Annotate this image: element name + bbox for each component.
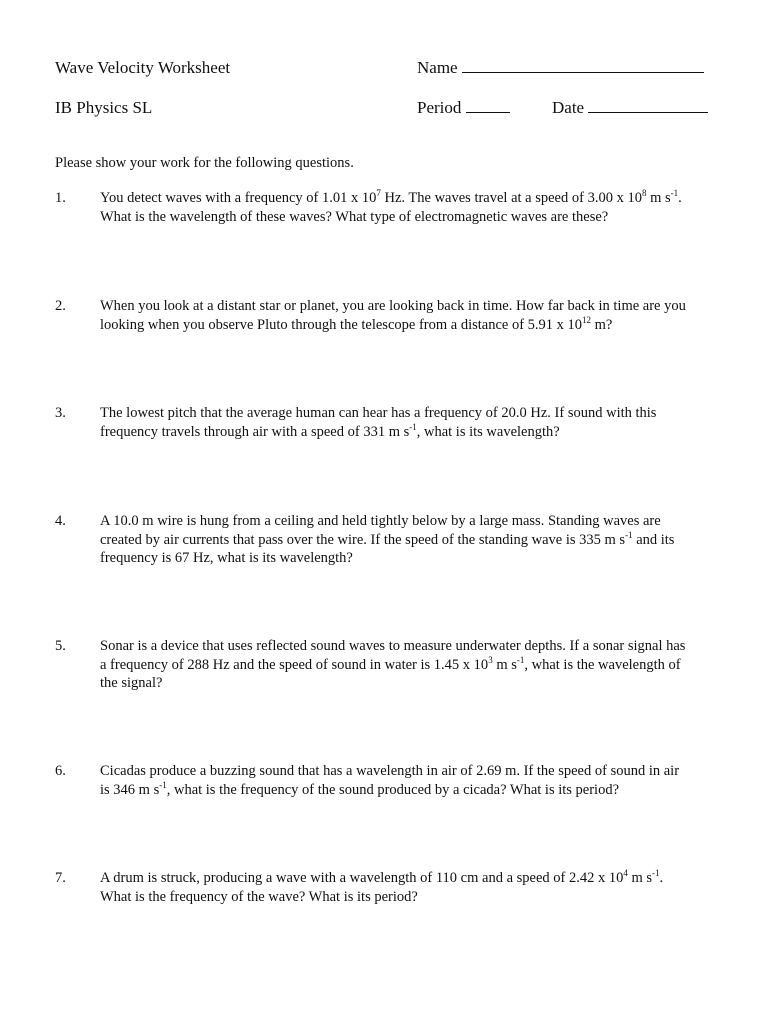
text-segment: and its: [632, 531, 675, 548]
question-text-line: [100, 531, 725, 550]
question-text: [100, 637, 725, 693]
question-text-line: [100, 189, 725, 208]
text-segment: , what is its wavelength?: [416, 423, 560, 440]
question-text: [100, 189, 725, 226]
question-text: [100, 512, 725, 568]
exponent: 8: [641, 188, 647, 199]
text-segment: , what is the wavelength of: [524, 656, 681, 673]
exponent: -1: [670, 188, 679, 199]
text-segment: .: [659, 870, 664, 886]
text-segment: The lowest pitch that the average human can hear has a frequency of 20.0 Hz. If sound with this: [100, 405, 657, 421]
course-title: IB Physics SL: [55, 98, 153, 117]
text-segment: .: [678, 190, 682, 206]
question-text-line: [100, 888, 725, 907]
text-segment: You detect waves with a frequency of 1.01 x 10: [100, 190, 377, 206]
text-segment: What is the wavelength of these waves? What type of electromagnetic waves are these?: [100, 208, 609, 225]
name-label: Name: [417, 58, 458, 77]
question-text-line: [100, 762, 725, 781]
question-number: 4.: [55, 513, 66, 529]
exponent: -1: [159, 779, 167, 790]
worksheet-title: Wave Velocity Worksheet: [55, 58, 231, 77]
question-text-line: [100, 781, 725, 800]
text-segment: looking when you observe Pluto through the telescope from a distance of 5.91 x 10: [100, 316, 583, 333]
text-segment: When you look at a distant star or planet, you are looking back in time. How far back in time are you: [100, 298, 686, 314]
exponent: -1: [409, 421, 417, 432]
question-number: 5.: [55, 638, 66, 654]
text-segment: frequency is 67 Hz, what is its wavelength?: [100, 550, 353, 566]
text-segment: m s: [492, 656, 517, 673]
date-label: Date: [552, 98, 585, 117]
text-segment: A 10.0 m wire is hung from a ceiling and held tightly below by a large mass. Standing waves are: [100, 513, 661, 529]
question-text: [100, 297, 725, 334]
text-segment: m?: [591, 316, 613, 333]
question-text-line: [100, 316, 725, 335]
exponent: 7: [376, 188, 381, 199]
text-segment: a frequency of 288 Hz and the speed of sound in water is 1.45 x 10: [100, 656, 489, 673]
text-segment: m s: [627, 870, 653, 886]
exponent: -1: [516, 654, 525, 665]
text-segment: A drum is struck, producing a wave with a wavelength of 110 cm and a speed of 2.42 x 10: [100, 870, 624, 886]
exponent: 12: [582, 314, 592, 325]
question-text-line: [100, 404, 725, 423]
text-segment: What is the frequency of the wave? What is its period?: [100, 888, 418, 905]
text-segment: Sonar is a device that uses reflected sound waves to measure underwater depths. If a sonar signal has: [100, 638, 686, 654]
question-number: 1.: [55, 190, 66, 206]
exponent: 3: [488, 654, 493, 665]
question-text-line: [100, 656, 725, 675]
question-text-line: [100, 423, 725, 442]
question-text: [100, 869, 725, 906]
text-segment: m s: [646, 190, 671, 206]
name-field[interactable]: [417, 58, 704, 78]
text-segment: is 346 m s: [100, 781, 160, 798]
question-number: 6.: [55, 763, 66, 779]
exponent: 4: [623, 868, 628, 879]
question-text-line: [100, 869, 725, 888]
question-number: 3.: [55, 405, 66, 421]
question-number: 7.: [55, 870, 66, 886]
text-segment: the signal?: [100, 675, 163, 691]
exponent: -1: [652, 868, 660, 879]
question-text-line: [100, 297, 725, 316]
date-blank-line: [588, 98, 708, 113]
date-field[interactable]: [552, 98, 708, 118]
instructions-text: Please show your work for the following questions.: [55, 155, 354, 171]
exponent: -1: [625, 529, 633, 540]
question-text-line: [100, 512, 725, 531]
text-segment: frequency travels through air with a speed of 331 m s: [100, 423, 410, 440]
period-field[interactable]: [417, 98, 510, 118]
question-text-line: [100, 208, 725, 227]
question-text: [100, 762, 725, 799]
name-blank-line: [462, 58, 704, 73]
question-text: [100, 404, 725, 441]
text-segment: created by air currents that pass over the wire. If the speed of the standing wave is 335 m s: [100, 531, 626, 548]
question-number: 2.: [55, 298, 66, 314]
text-segment: Cicadas produce a buzzing sound that has a wavelength in air of 2.69 m. If the speed of sound in air: [100, 763, 680, 779]
text-segment: , what is the frequency of the sound produced by a cicada? What is its period?: [166, 781, 620, 798]
question-text-line: [100, 674, 725, 693]
period-label: Period: [417, 98, 462, 117]
question-text-line: [100, 637, 725, 656]
text-segment: Hz. The waves travel at a speed of 3.00 x 10: [380, 190, 642, 206]
period-blank-line: [466, 98, 510, 113]
question-text-line: [100, 549, 725, 568]
